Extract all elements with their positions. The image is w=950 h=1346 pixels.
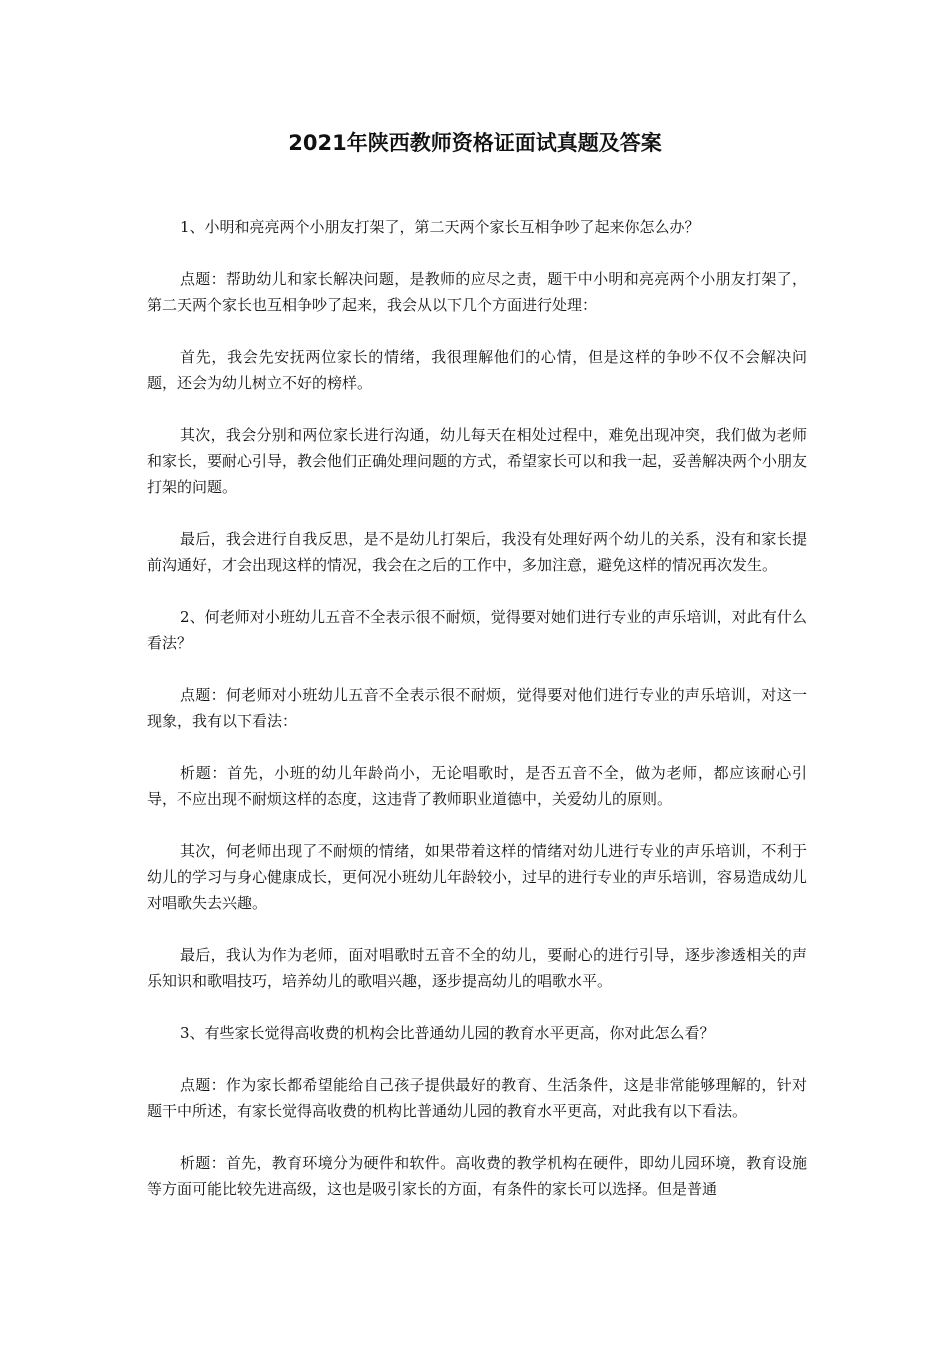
paragraph: 点题：帮助幼儿和家长解决问题，是教师的应尽之责，题干中小明和亮亮两个小朋友打架了，第二天两个家长也互相争吵了起来，我会从以下几个方面进行处理： — [147, 270, 807, 314]
page-title: 2021年陕西教师资格证面试真题及答案 — [288, 131, 662, 155]
paragraph: 点题：作为家长都希望能给自己孩子提供最好的教育、生活条件，这是非常能够理解的，针对题干中所述，有家长觉得高收费的机构比普通幼儿园的教育水平更高，对此我有以下看法。 — [147, 1076, 807, 1120]
paragraph: 最后，我认为作为老师，面对唱歌时五音不全的幼儿，要耐心的进行引导，逐步渗透相关的声乐知识和歌唱技巧，培养幼儿的歌唱兴趣，逐步提高幼儿的唱歌水平。 — [147, 946, 807, 990]
paragraph: 析题：首先，教育环境分为硬件和软件。高收费的教学机构在硬件，即幼儿园环境，教育设施等方面可能比较先进高级，这也是吸引家长的方面，有条件的家长可以选择。但是普通 — [147, 1154, 807, 1198]
paragraph: 最后，我会进行自我反思，是不是幼儿打架后，我没有处理好两个幼儿的关系，没有和家长提前沟通好，才会出现这样的情况，我会在之后的工作中，多加注意，避免这样的情况再次发生。 — [147, 530, 807, 574]
paragraph-q2: 2、何老师对小班幼儿五音不全表示很不耐烦，觉得要对她们进行专业的声乐培训，对此有什么看法？ — [147, 608, 807, 652]
paragraph: 点题：何老师对小班幼儿五音不全表示很不耐烦，觉得要对他们进行专业的声乐培训，对这一现象，我有以下看法： — [147, 686, 807, 730]
paragraph: 首先，我会先安抚两位家长的情绪，我很理解他们的心情，但是这样的争吵不仅不会解决问题，还会为幼儿树立不好的榜样。 — [147, 348, 807, 392]
paragraph: 其次，我会分别和两位家长进行沟通，幼儿每天在相处过程中，难免出现冲突，我们做为老师和家长，要耐心引导，教会他们正确处理问题的方式，希望家长可以和我一起，妥善解决两个小朋友打架的问题。 — [147, 426, 808, 496]
paragraph: 其次，何老师出现了不耐烦的情绪，如果带着这样的情绪对幼儿进行专业的声乐培训，不利于幼儿的学习与身心健康成长，更何况小班幼儿年龄较小，过早的进行专业的声乐培训，容易造成幼儿对唱歌失去兴趣。 — [147, 842, 808, 912]
paragraph-q3: 3、有些家长觉得高收费的机构会比普通幼儿园的教育水平更高，你对此怎么看？ — [180, 1024, 715, 1042]
paragraph: 析题：首先，小班的幼儿年龄尚小，无论唱歌时，是否五音不全，做为老师，都应该耐心引导，不应出现不耐烦这样的态度，这违背了教师职业道德中，关爱幼儿的原则。 — [147, 764, 807, 808]
paragraph-q1: 1、小明和亮亮两个小朋友打架了，第二天两个家长互相争吵了起来你怎么办？ — [180, 218, 700, 236]
document-body — [147, 214, 807, 1228]
